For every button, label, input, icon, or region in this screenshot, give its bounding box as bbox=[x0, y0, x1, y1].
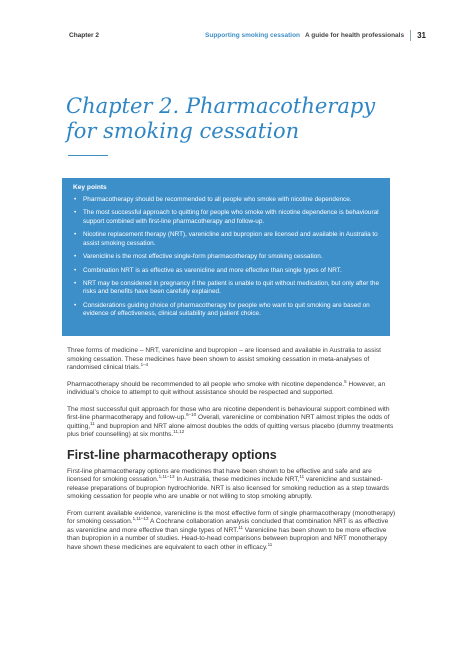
key-point-text: Combination NRT is as effective as varenicline and more effective than single types of NRT. bbox=[83, 266, 342, 274]
paragraph-text: In Australia, these medicines include NRT, bbox=[174, 476, 300, 483]
key-point-text: Varenicline is the most effective single-form pharmacotherapy for smoking cessation. bbox=[83, 253, 323, 261]
key-point-item bbox=[73, 253, 380, 261]
paragraph-text: Pharmacotherapy should be recommended to all people who smoke with nicotine dependence. bbox=[67, 380, 345, 388]
reference-marker: 1,11–13 bbox=[158, 473, 175, 479]
bullet-icon: • bbox=[74, 266, 77, 274]
key-points-box bbox=[62, 178, 390, 336]
paragraph bbox=[67, 378, 397, 398]
paragraph bbox=[67, 406, 397, 440]
section-heading: First-line pharmacotherapy options bbox=[67, 447, 277, 462]
bullet-icon: • bbox=[74, 253, 77, 261]
paragraph bbox=[67, 510, 397, 553]
bullet-icon: • bbox=[74, 301, 77, 309]
paragraph-text: The most successful quit approach for those who are nicotine dependent is behavioural support combined with first-line pharmacotherapy and follow-up. bbox=[67, 405, 390, 421]
key-point-item bbox=[73, 231, 380, 248]
reference-marker: 11 bbox=[90, 420, 95, 426]
paragraph-text: and bupropion and NRT alone almost doubles the odds of quitting versus placebo (dummy treatments plus brief counselling) at six months. bbox=[67, 422, 394, 438]
paragraph-text: First-line pharmacotherapy options are medicines that have been shown to be effective and safe and are licensed for smoking cessation. bbox=[67, 467, 372, 483]
bullet-icon: • bbox=[74, 280, 77, 288]
key-point-text: Nicotine replacement therapy (NRT), varenicline and bupropion are licensed and available in Australia to assist smoking cessation. bbox=[83, 231, 378, 247]
key-point-text: The most successful approach to quitting for people who smoke with nicotine dependence is behavioural support combined with first-line pharmacotherapy and follow-up. bbox=[83, 209, 379, 225]
header-divider bbox=[410, 30, 411, 41]
reference-marker: 11 bbox=[238, 524, 243, 530]
bullet-icon: • bbox=[74, 209, 77, 217]
key-points-heading: Key points bbox=[73, 184, 107, 191]
chapter-title-line-2: for smoking cessation bbox=[66, 119, 300, 143]
paragraph-text: Varenicline has been shown to be more effective than bupropion in a number of studies. Head-to-head comparisons between bupropion and NRT monotherapy have shown these medicines are equivalent to each other in efficacy. bbox=[67, 526, 388, 551]
chapter-title-line-1: Chapter 2. Pharmacotherapy bbox=[66, 94, 376, 118]
bullet-icon: • bbox=[74, 231, 77, 239]
paragraph-text: varenicline and sustained-release preparations of bupropion hydrochloride. NRT is also licensed for smoking reduction as a step towards smoking cessation for people who are unable or not willing to stop smoking abruptly. bbox=[67, 476, 389, 500]
key-points-list bbox=[73, 196, 380, 318]
key-point-item bbox=[73, 267, 380, 275]
reference-marker: 1–4 bbox=[140, 361, 149, 367]
reference-marker: 11 bbox=[299, 473, 305, 479]
header-guide-title: A guide for health professionals bbox=[305, 32, 405, 39]
key-point-item bbox=[73, 302, 380, 319]
reference-marker: 5 bbox=[344, 378, 347, 384]
page-header bbox=[69, 30, 426, 44]
page-number: 31 bbox=[417, 31, 426, 40]
paragraph-text: However, an individual’s choice to attempt to quit without assistance should be respected and supported. bbox=[67, 380, 386, 396]
paragraph bbox=[67, 347, 397, 373]
key-point-item bbox=[73, 196, 380, 204]
header-right bbox=[205, 30, 426, 41]
paragraph-text: Three forms of medicine – NRT, varenicline and bupropion – are licensed and available in Australia to assist smoking cessation. These medicines have been shown to assist smoking cessation in meta-analyses of randomised clinical trials. bbox=[67, 347, 381, 371]
reference-marker: 6–10 bbox=[186, 411, 197, 417]
paragraph-text: From current available evidence, varenicline is the most effective form of single pharmacotherapy (monotherapy) for smoking cessation. bbox=[67, 509, 396, 525]
body-text bbox=[67, 347, 397, 560]
key-point-text: NRT may be considered in pregnancy if the patient is unable to quit without medication, but only after the risks and benefits have been carefully explained. bbox=[83, 280, 380, 296]
header-chapter-label: Chapter 2 bbox=[69, 32, 99, 39]
key-point-item bbox=[73, 280, 380, 297]
paragraph bbox=[67, 468, 397, 502]
paragraph-text: Overall, varenicline or combination NRT almost triples the odds of quitting, bbox=[67, 414, 390, 430]
key-point-item bbox=[73, 209, 380, 226]
reference-marker: 11,12 bbox=[173, 428, 185, 434]
reference-marker: 11 bbox=[267, 541, 273, 547]
chapter-title bbox=[66, 94, 375, 144]
key-point-text: Pharmacotherapy should be recommended to all people who smoke with nicotine dependence. bbox=[83, 196, 352, 203]
paragraph-text: A Cochrane collaboration analysis concluded that combination NRT is as effective as varenicline and more effective than single types of NRT. bbox=[67, 518, 389, 534]
header-section-title: Supporting smoking cessation bbox=[205, 32, 301, 39]
reference-marker: 1,11–13 bbox=[132, 515, 149, 521]
key-point-text: Considerations guiding choice of pharmacotherapy for people who want to quit smoking are based on evidence of effectiveness, clinical suitability and patient choice. bbox=[83, 301, 370, 318]
bullet-icon: • bbox=[74, 196, 77, 203]
title-rule bbox=[68, 155, 108, 156]
